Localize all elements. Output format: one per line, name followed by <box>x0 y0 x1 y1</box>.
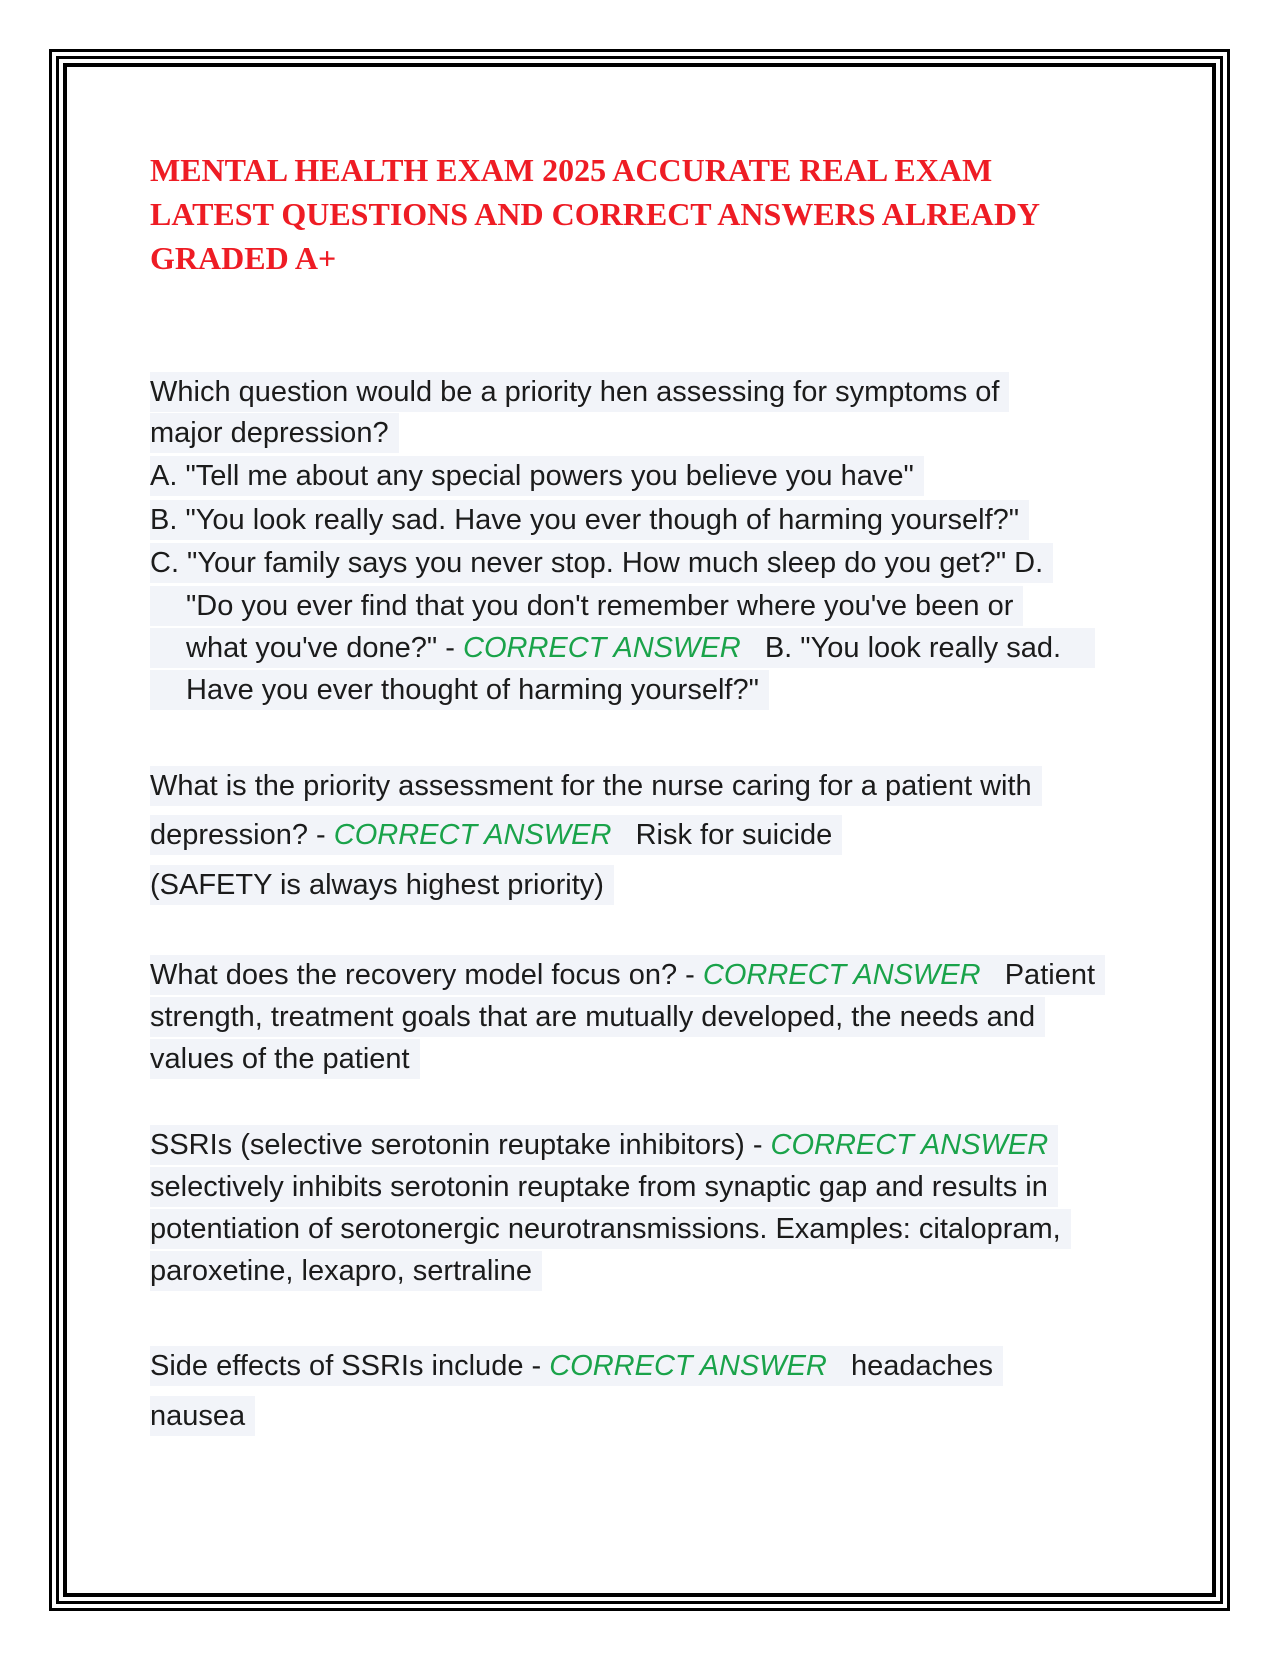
q2-answer-text: Risk for suicide <box>635 819 833 851</box>
correct-answer-label: CORRECT ANSWER <box>702 959 981 991</box>
q1-answer-line <box>150 628 1095 668</box>
q5-answer-text: headaches <box>851 1350 993 1382</box>
title-line-1: MENTAL HEALTH EXAM 2025 ACCURATE REAL EXAM <box>150 152 993 188</box>
correct-answer-label: CORRECT ANSWER <box>333 819 612 851</box>
q2-line-1: What is the priority assessment for the nurse caring for a patient with <box>150 766 1042 806</box>
q4-answer-line <box>150 1125 1058 1165</box>
q1-option-d: "Do you ever find that you don't remember where you've been or <box>150 586 1023 626</box>
correct-answer-label: CORRECT ANSWER <box>549 1350 827 1382</box>
title-line-3: GRADED A+ <box>150 240 337 276</box>
q3-answer-text: Patient <box>1004 959 1096 991</box>
q3-answer-line-2: strength, treatment goals that are mutually developed, the needs and <box>150 997 1045 1037</box>
q2-answer-line <box>150 815 842 855</box>
q3-answer-line-3: values of the patient <box>150 1039 420 1079</box>
q2-question-end: depression? - <box>150 819 334 851</box>
correct-answer-label: CORRECT ANSWER <box>770 1129 1049 1161</box>
q1-line-2: major depression? <box>150 413 399 453</box>
q1-answer-continued: Have you ever thought of harming yourself?" <box>150 670 769 710</box>
q5-question: Side effects of SSRIs include - <box>150 1350 550 1382</box>
q4-answer-line-2: selectively inhibits serotonin reuptake from synaptic gap and results in <box>150 1167 1058 1207</box>
q2-answer-note: (SAFETY is always highest priority) <box>150 865 614 905</box>
document-title <box>150 148 1080 280</box>
q4-answer-line-4: paroxetine, lexapro, sertraline <box>150 1251 542 1291</box>
q3-question: What does the recovery model focus on? - <box>150 959 703 991</box>
q1-option-b: B. "You look really sad. Have you ever though of harming yourself?" <box>150 500 1029 540</box>
q5-answer-line-2: nausea <box>150 1396 255 1436</box>
q1-option-a: A. "Tell me about any special powers you believe you have" <box>150 456 924 496</box>
q5-answer-line <box>150 1346 1003 1386</box>
q1-option-c: C. "Your family says you never stop. How much sleep do you get?" D. <box>150 543 1053 583</box>
q4-answer-line-3: potentiation of serotonergic neurotransmissions. Examples: citalopram, <box>150 1209 1071 1249</box>
q3-answer-line <box>150 955 1105 995</box>
q1-answer-prefix: what you've done?" - <box>186 632 464 664</box>
q1-answer-text: B. "You look really sad. <box>764 632 1062 664</box>
q4-question: SSRIs (selective serotonin reuptake inhibitors) - <box>150 1129 771 1161</box>
correct-answer-label: CORRECT ANSWER <box>463 632 741 664</box>
title-line-2: LATEST QUESTIONS AND CORRECT ANSWERS ALREADY <box>150 196 1041 232</box>
q1-line-1: Which question would be a priority hen assessing for symptoms of <box>150 372 1009 412</box>
